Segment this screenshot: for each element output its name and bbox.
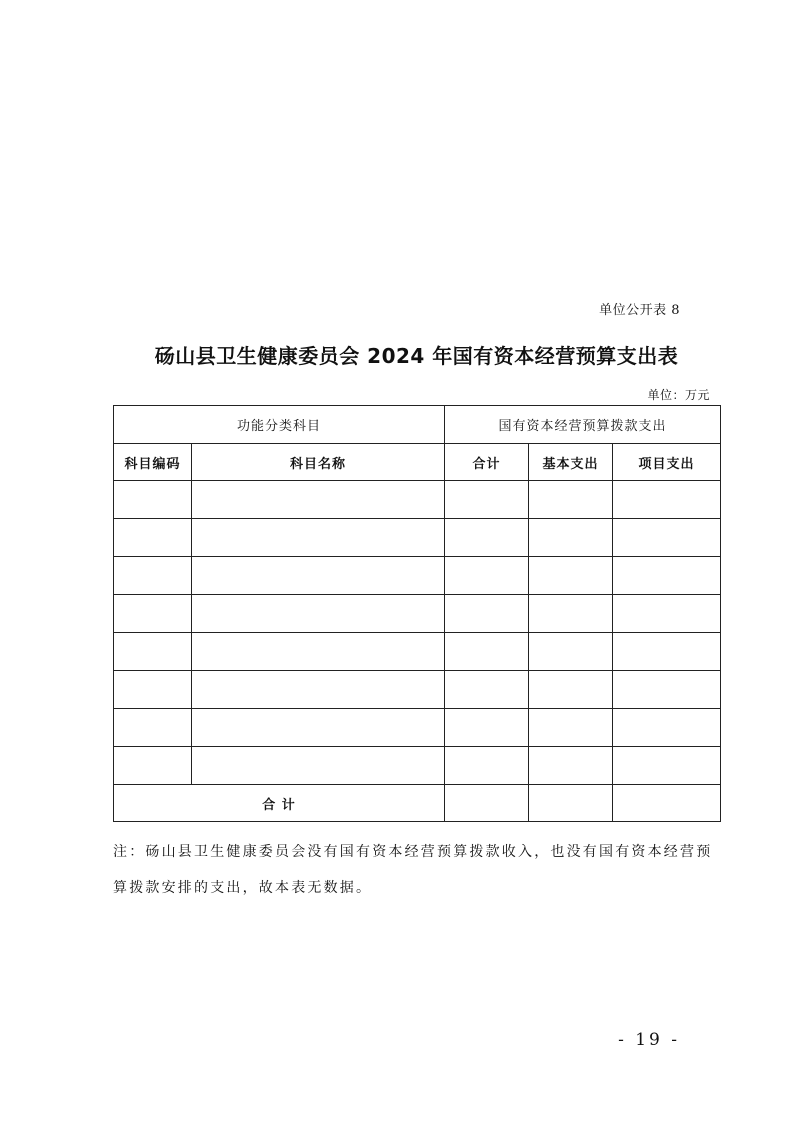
cell xyxy=(114,747,192,785)
cell xyxy=(114,633,192,671)
cell xyxy=(529,595,613,633)
cell xyxy=(613,709,721,747)
column-header-basic: 基本支出 xyxy=(529,444,613,481)
total-basic-cell xyxy=(529,785,613,822)
table-row xyxy=(114,557,721,595)
cell xyxy=(445,633,529,671)
cell xyxy=(445,481,529,519)
cell xyxy=(192,595,445,633)
cell xyxy=(114,709,192,747)
page-number: - 19 - xyxy=(618,1030,680,1050)
column-header-name: 科目名称 xyxy=(192,444,445,481)
table-row xyxy=(114,709,721,747)
unit-label: 单位：万元 xyxy=(647,388,710,402)
cell xyxy=(114,595,192,633)
page-title: 砀山县卫生健康委员会 2024 年国有资本经营预算支出表 xyxy=(154,344,679,368)
column-header-total: 合计 xyxy=(445,444,529,481)
note-line-1: 注：砀山县卫生健康委员会没有国有资本经营预算拨款收入，也没有国有资本经营预 xyxy=(113,844,713,860)
cell xyxy=(114,557,192,595)
cell xyxy=(613,519,721,557)
cell xyxy=(613,747,721,785)
cell xyxy=(529,671,613,709)
cell xyxy=(445,747,529,785)
cell xyxy=(529,557,613,595)
total-label: 合 计 xyxy=(114,785,445,822)
table-row xyxy=(114,747,721,785)
cell xyxy=(445,709,529,747)
cell xyxy=(114,671,192,709)
total-row xyxy=(114,785,721,822)
cell xyxy=(529,633,613,671)
table-row xyxy=(114,633,721,671)
cell xyxy=(529,709,613,747)
cell xyxy=(613,633,721,671)
table-column-header-row xyxy=(114,444,721,481)
cell xyxy=(114,481,192,519)
cell xyxy=(445,595,529,633)
cell xyxy=(192,519,445,557)
group-header-functional-classification: 功能分类科目 xyxy=(114,406,445,444)
cell xyxy=(613,557,721,595)
cell xyxy=(613,671,721,709)
total-cell xyxy=(445,785,529,822)
cell xyxy=(114,519,192,557)
cell xyxy=(613,595,721,633)
cell xyxy=(529,747,613,785)
cell xyxy=(192,633,445,671)
table-row xyxy=(114,671,721,709)
cell xyxy=(529,481,613,519)
note xyxy=(113,834,725,906)
cell xyxy=(445,519,529,557)
cell xyxy=(192,709,445,747)
cell xyxy=(192,671,445,709)
cell xyxy=(445,557,529,595)
group-header-state-capital-expenditure: 国有资本经营预算拨款支出 xyxy=(445,406,721,444)
cell xyxy=(192,557,445,595)
total-project-cell xyxy=(613,785,721,822)
budget-table xyxy=(113,405,721,822)
note-line-2: 算拨款安排的支出，故本表无数据。 xyxy=(113,880,373,896)
table-group-header-row xyxy=(114,406,721,444)
column-header-code: 科目编码 xyxy=(114,444,192,481)
cell xyxy=(445,671,529,709)
table-row xyxy=(114,595,721,633)
form-number: 单位公开表 8 xyxy=(599,303,680,318)
table-row xyxy=(114,519,721,557)
cell xyxy=(192,481,445,519)
cell xyxy=(529,519,613,557)
table-row xyxy=(114,481,721,519)
cell xyxy=(192,747,445,785)
cell xyxy=(613,481,721,519)
column-header-project: 项目支出 xyxy=(613,444,721,481)
